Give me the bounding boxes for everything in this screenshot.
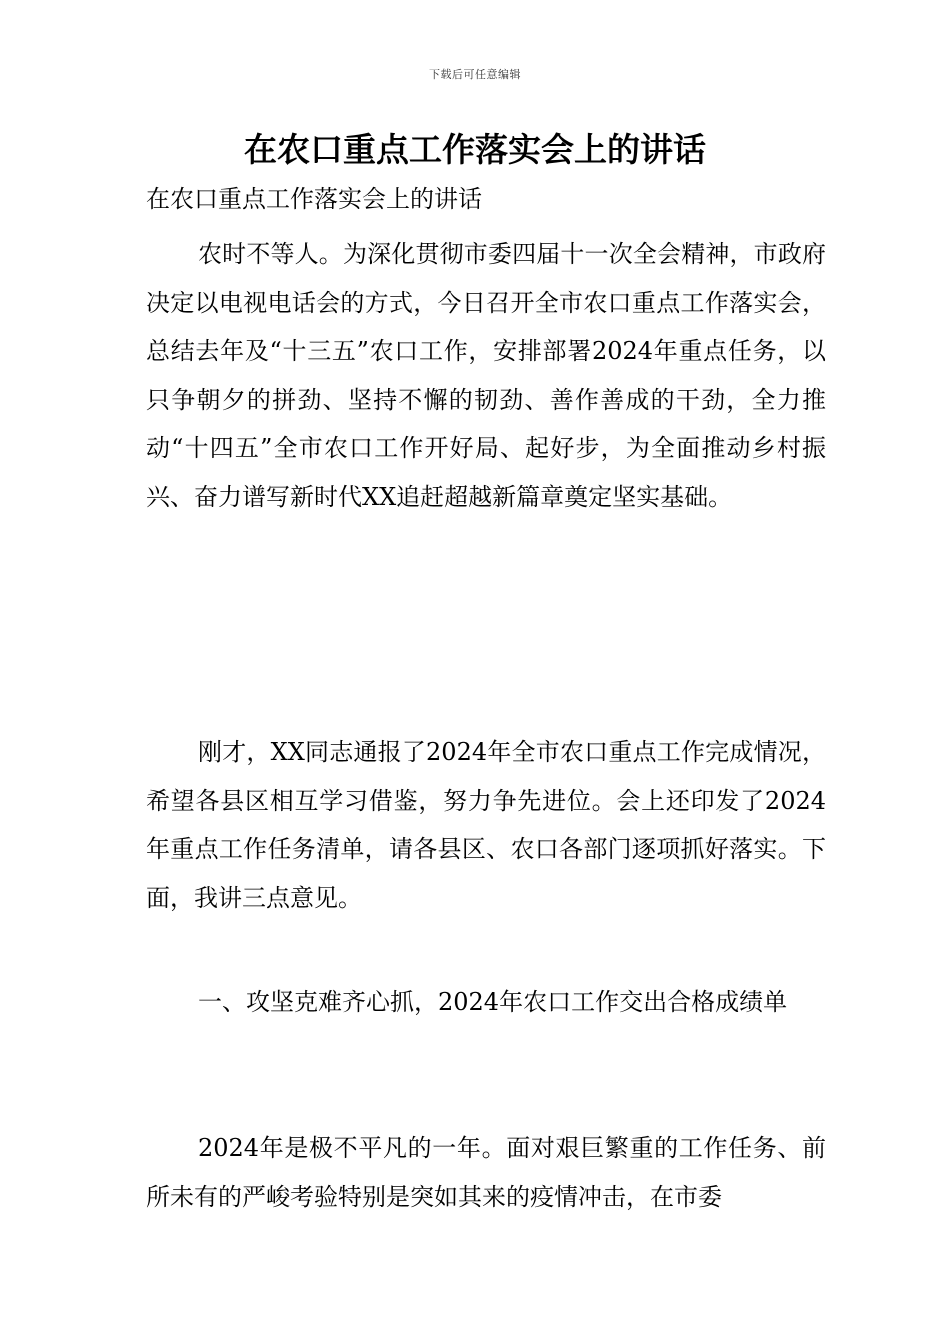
paragraph-intro: 农时不等人。为深化贯彻市委四届十一次全会精神，市政府决定以电视电话会的方式，今日召开全市农口重点工作落实会，总结去年及“十三五”农口工作，安排部署2024年重点任务，以只争朝夕的拼劲、坚持不懈的韧劲、善作善成的干劲，全力推动“十四五”全市农口工作开好局、起好步，为全面推动乡村振兴、奋力谱写新时代XX追赶超越新篇章奠定坚实基础。 xyxy=(146,240,826,511)
document-title: 在农口重点工作落实会上的讲话 xyxy=(244,130,706,169)
section-heading-1: 一、攻坚克难齐心抓，2024年农口工作交出合格成绩单 xyxy=(198,988,788,1016)
paragraph-report: 刚才，XX同志通报了2024年全市农口重点工作完成情况，希望各县区相互学习借鉴，努力争先进位。会上还印发了2024年重点工作任务清单，请各县区、农口各部门逐项抓好落实。下面，我讲三点意见。 xyxy=(146,738,826,912)
document-subtitle: 在农口重点工作落实会上的讲话 xyxy=(146,185,482,213)
header-note: 下载后可任意编辑 xyxy=(429,68,521,81)
paragraph-section-1: 2024年是极不平凡的一年。面对艰巨繁重的工作任务、前所未有的严峻考验特别是突如其来的疫情冲击，在市委 xyxy=(146,1134,826,1211)
